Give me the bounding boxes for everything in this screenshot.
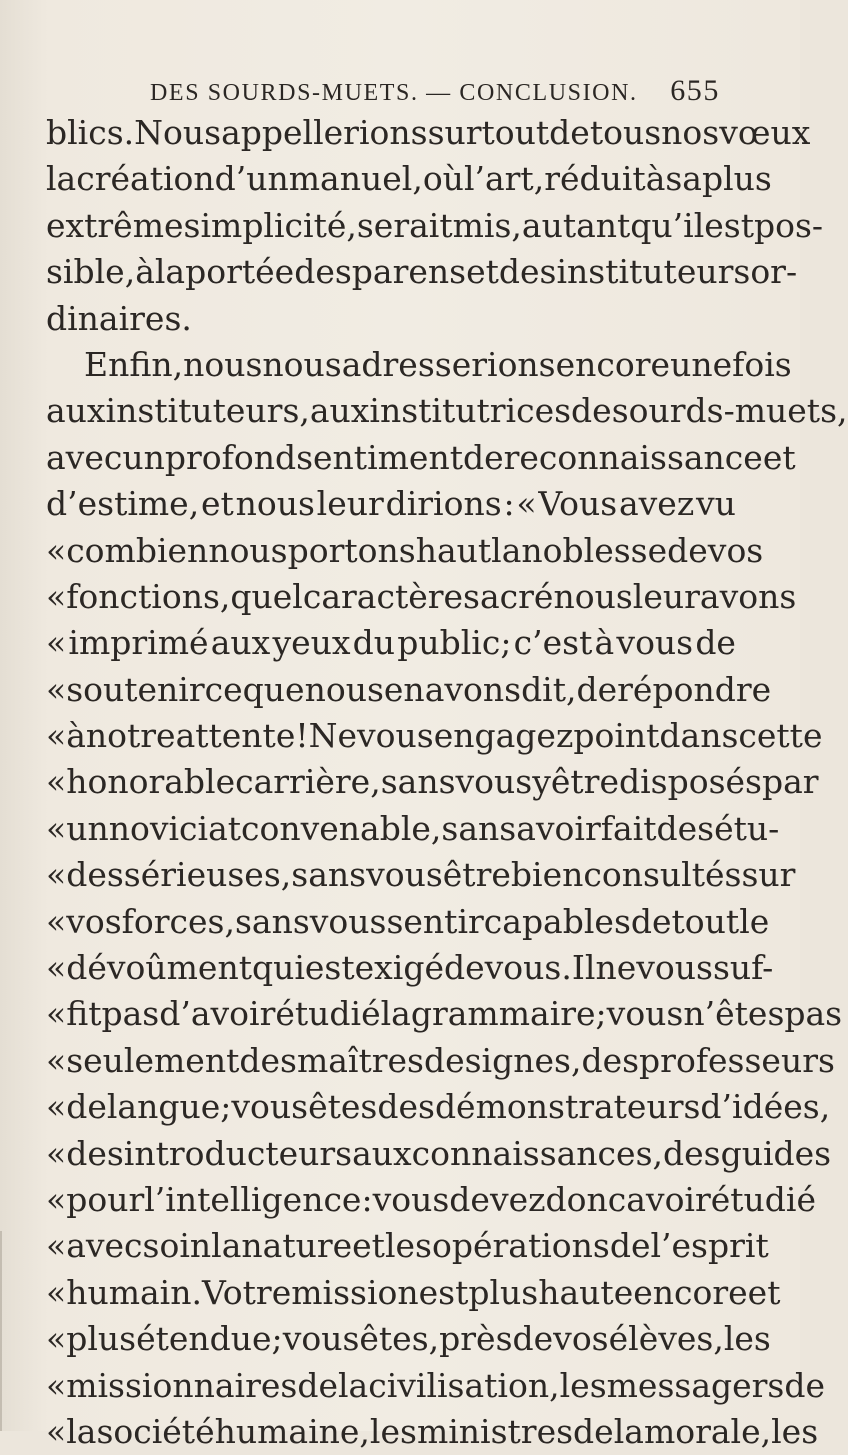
text-line: d’estime, et nous leur dirions : « Vous avez vu [46, 484, 736, 524]
page-number: 655 [670, 74, 720, 107]
text-line: « plus étendue; vous êtes, près de vos élèves, les [46, 1319, 771, 1359]
text-line: « fit pas d’avoir étudié la grammaire; vous n’êtes pas [46, 994, 843, 1034]
paragraph-first-line: Enfin, nous nous adresserions encore une fois [84, 344, 792, 384]
text-line: la création d’un manuel, où l’art, réduit à sa plus [46, 159, 772, 199]
text-line: extrême simplicité, serait mis, autant qu’il est pos- [46, 205, 824, 245]
text-line: aux instituteurs, aux institutrices de sourds-muets, [46, 391, 848, 431]
text-line: « humain. Votre mission est plus haute encore et [46, 1272, 781, 1312]
text-line: « soutenir ce que nous en avons dit, de répondre [46, 669, 772, 709]
page-edge-shadow [0, 1231, 14, 1431]
text-line: « la société humaine, les ministres de la morale, les [46, 1411, 819, 1451]
text-line: « fonctions, quel caractère sacré nous leur avons [46, 576, 797, 616]
text-line: « imprimé aux yeux du public; c’est à vous de [46, 623, 736, 663]
text-line: « seulement des maîtres de signes, des professeurs [46, 1040, 835, 1080]
text-line: sible, à la portée des parens et des instituteurs or- [46, 252, 798, 292]
text-line: « pour l’intelligence : vous devez donc avoir étudié [46, 1179, 817, 1219]
text-line: « missionnaires de la civilisation, les messagers de [46, 1365, 826, 1405]
text-line: blics. Nous appellerions surtout de tous nos vœux [46, 113, 811, 152]
text-line: « à notre attente! Ne vous engagez point dans cette [46, 716, 823, 756]
text-line: « vos forces, sans vous sentir capables de tout le [46, 901, 770, 941]
text-line: « dévoûment qui est exigé de vous. Il ne vous suf- [46, 948, 774, 988]
text-line: « des sérieuses, sans vous être bien consultés sur [46, 855, 796, 895]
text-line: « combien nous portons haut la noblesse de vos [46, 530, 764, 570]
text-line: « des introducteurs aux connaissances, des guides [46, 1133, 832, 1173]
body-text [46, 110, 848, 1455]
text-line: avec un profond sentiment de reconnaissance et [46, 437, 796, 477]
text-line: « avec soin la nature et les opérations de l’esprit [46, 1226, 769, 1266]
text-line: « honorable carrière, sans vous y être disposés par [46, 762, 819, 802]
text-line: « de langue; vous êtes des démonstrateurs d’idées, [46, 1087, 831, 1127]
running-head [150, 76, 720, 108]
text-line: « un noviciat convenable, sans avoir fait des étu- [46, 808, 780, 848]
text-line: dinaires. [46, 298, 192, 338]
running-head-title: DES SOURDS-MUETS. — CONCLUSION. [150, 80, 638, 106]
